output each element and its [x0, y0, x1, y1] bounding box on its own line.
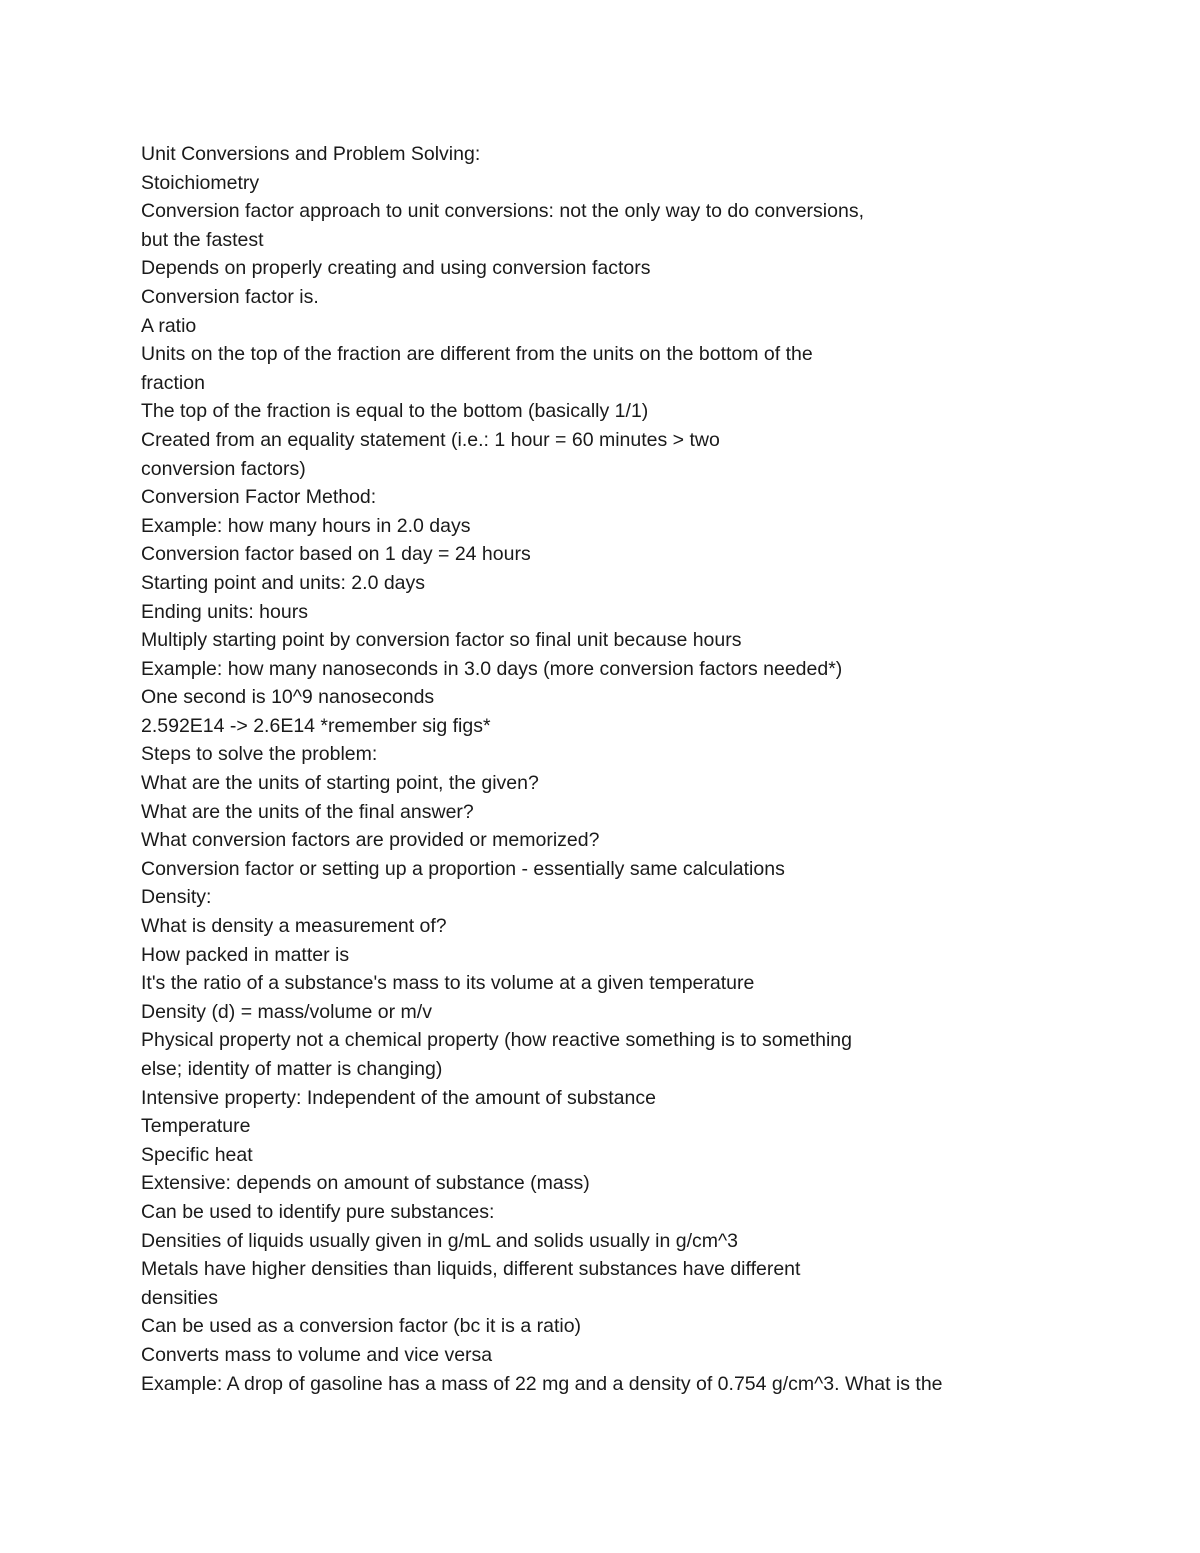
- document-line: else; identity of matter is changing): [141, 1058, 443, 1080]
- document-line: conversion factors): [141, 457, 306, 480]
- document-line: One second is 10^9 nanoseconds: [141, 686, 435, 709]
- document-line: Converts mass to volume and vice versa: [141, 1343, 493, 1366]
- document-line: The top of the fraction is equal to the bottom (basically 1/1): [141, 400, 649, 423]
- document-line: Specific heat: [141, 1143, 253, 1166]
- document-line: Physical property not a chemical property (how reactive something is to something: [141, 1029, 852, 1052]
- document-line: Example: A drop of gasoline has a mass of 22 mg and a density of 0.754 g/cm^3. What is the: [141, 1372, 943, 1395]
- document-line: Depends on properly creating and using conversion factors: [141, 257, 651, 280]
- document-line: 2.592E14 -> 2.6E14 *remember sig figs*: [141, 714, 491, 737]
- document-line: densities: [141, 1286, 218, 1309]
- document-line: Metals have higher densities than liquids, different substances have different: [141, 1258, 801, 1281]
- document-line: How packed in matter is: [141, 943, 350, 966]
- document-line: Extensive: depends on amount of substance (mass): [141, 1172, 590, 1195]
- document-line: Stoichiometry: [141, 171, 260, 194]
- document-line: It's the ratio of a substance's mass to its volume at a given temperature: [141, 972, 755, 995]
- document-line: Ending units: hours: [141, 600, 308, 623]
- document-line: What is density a measurement of?: [141, 915, 447, 938]
- document-line: What are the units of the final answer?: [141, 800, 474, 823]
- document-line: A ratio: [141, 314, 197, 337]
- document-line: What are the units of starting point, the given?: [141, 772, 539, 795]
- document-line: Multiply starting point by conversion factor so final unit because hours: [141, 629, 742, 652]
- document-line: Created from an equality statement (i.e.: 1 hour = 60 minutes > two: [141, 428, 720, 451]
- document-line: Starting point and units: 2.0 days: [141, 571, 426, 594]
- document-line: Conversion factor based on 1 day = 24 hours: [141, 543, 531, 566]
- document-line: Unit Conversions and Problem Solving:: [141, 143, 481, 165]
- document-line: Density (d) = mass/volume or m/v: [141, 1000, 432, 1023]
- document-line: fraction: [141, 371, 205, 394]
- document-line: Conversion factor is.: [141, 285, 319, 308]
- document-line: Example: how many nanoseconds in 3.0 days (more conversion factors needed*): [141, 657, 843, 680]
- document-line: Conversion factor or setting up a proportion - essentially same calculations: [141, 857, 785, 880]
- document-line: Intensive property: Independent of the amount of substance: [141, 1086, 656, 1109]
- document-line: Conversion factor approach to unit conversions: not the only way to do conversions,: [141, 200, 864, 223]
- document-line: Steps to solve the problem:: [141, 743, 378, 766]
- document-line: Can be used as a conversion factor (bc it is a ratio): [141, 1315, 582, 1338]
- document-line: Can be used to identify pure substances:: [141, 1200, 495, 1223]
- document-line: but the fastest: [141, 228, 264, 251]
- document-line: Density:: [141, 886, 212, 909]
- document-line: Units on the top of the fraction are different from the units on the bottom of the: [141, 343, 813, 366]
- document-line: Densities of liquids usually given in g/mL and solids usually in g/cm^3: [141, 1229, 738, 1252]
- document-line: Temperature: [141, 1115, 251, 1138]
- document-line: Example: how many hours in 2.0 days: [141, 514, 471, 537]
- document-line: What conversion factors are provided or memorized?: [141, 829, 600, 852]
- document-body: [141, 140, 1061, 1398]
- document-line: Conversion Factor Method:: [141, 486, 377, 509]
